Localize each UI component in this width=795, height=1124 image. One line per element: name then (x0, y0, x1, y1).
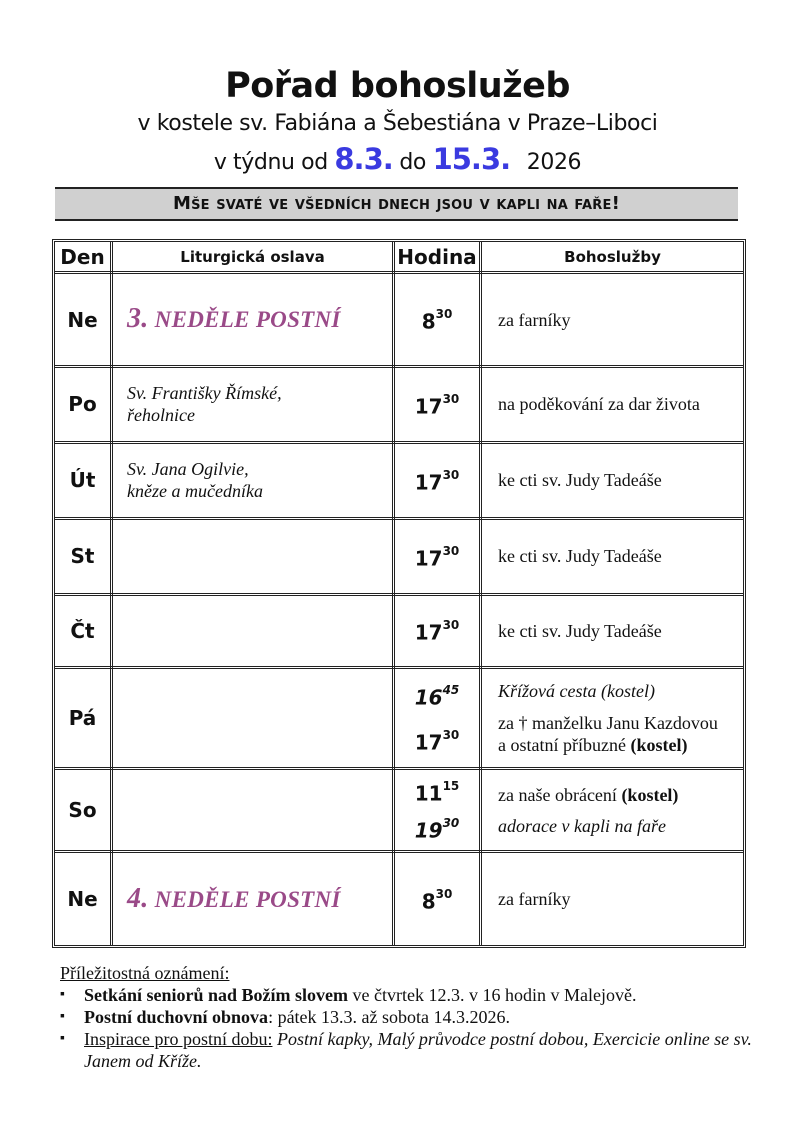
service-cell: za naše obrácení (kostel) adorace v kapli na faře (481, 769, 744, 852)
schedule-table (52, 239, 746, 948)
col-header-day: Den (55, 242, 112, 273)
time-cell: $16^{45}$ $17^{30}$ (394, 667, 481, 768)
service-cell: za farníky (481, 273, 744, 366)
day-cell: Ne (55, 273, 112, 366)
service-cell: ke cti sv. Judy Tadeáše (481, 594, 744, 667)
time-cell: $17^{30}$ (394, 442, 481, 518)
week-range (0, 142, 795, 176)
day-cell: Pá (55, 667, 112, 768)
service-cell: ke cti sv. Judy Tadeáše (481, 442, 744, 518)
week-prefix: v týdnu od (213, 150, 328, 175)
church-subtitle: v kostele sv. Fabiána a Šebestiána v Praze–Liboci (137, 111, 658, 136)
day-cell: Út (55, 442, 112, 518)
col-header-time: Hodina (394, 242, 481, 273)
feast-cell (112, 769, 394, 852)
time-cell: $17^{30}$ (394, 518, 481, 594)
service-cell: Křížová cesta (kostel) za † manželku Janu Kazdovou a ostatní příbuzné (kostel) (481, 667, 744, 768)
feast-cell (112, 667, 394, 768)
announcements (60, 962, 760, 1072)
time-cell: $8^{30}$ (394, 852, 481, 945)
list-item: ▪ Inspirace pro postní dobu: Postní kapky, Malý průvodce postní dobou, Exercicie online se sv. Janem od Kříže. (60, 1029, 752, 1071)
table-row (55, 594, 743, 667)
table-row (55, 852, 743, 945)
table-row (55, 442, 743, 518)
col-header-feast: Liturgická oslava (112, 242, 394, 273)
col-header-services: Bohoslužby (481, 242, 744, 273)
time-cell: $8^{30}$ (394, 273, 481, 366)
list-item: ▪ Postní duchovní obnova: pátek 13.3. až sobota 14.3.2026. (60, 1007, 511, 1027)
service-cell: na poděkování za dar života (481, 366, 744, 442)
feast-cell: Sv. Jana Ogilvie, kněze a mučedníka (112, 442, 394, 518)
feast-cell: Sv. Františky Římské, řeholnice (112, 366, 394, 442)
date-to: 15.3. (432, 142, 511, 176)
day-cell: St (55, 518, 112, 594)
time-cell: $17^{30}$ (394, 594, 481, 667)
day-cell: Ne (55, 852, 112, 945)
feast-cell: 4. NEDĚLE POSTNÍ (112, 852, 394, 945)
day-cell: Čt (55, 594, 112, 667)
table-row (55, 273, 743, 366)
table-row (55, 366, 743, 442)
bullet-icon: ▪ (60, 1031, 65, 1046)
feast-cell (112, 594, 394, 667)
bullet-icon: ▪ (60, 1009, 65, 1024)
day-cell: Po (55, 366, 112, 442)
time-cell: $17^{30}$ (394, 366, 481, 442)
day-cell: So (55, 769, 112, 852)
date-from: 8.3. (334, 142, 393, 176)
time-cell: $11^{15}$ $19^{30}$ (394, 769, 481, 852)
announcements-heading: Příležitostná oznámení: (60, 963, 230, 983)
feast-cell (112, 518, 394, 594)
service-cell: ke cti sv. Judy Tadeáše (481, 518, 744, 594)
week-mid: do (399, 150, 426, 175)
table-header-row (55, 242, 743, 273)
table-row (55, 667, 743, 768)
service-cell: za farníky (481, 852, 744, 945)
list-item: ▪ Setkání seniorů nad Božím slovem ve čtvrtek 12.3. v 16 hodin v Malejově. (60, 985, 637, 1005)
table-row (55, 518, 743, 594)
table-row (55, 769, 743, 852)
page-title: Pořad bohoslužeb (225, 66, 570, 106)
year: 2026 (526, 150, 582, 175)
chapel-notice-banner: Mše svaté ve všedních dnech jsou v kapli na faře! (55, 187, 738, 221)
feast-cell: 3. NEDĚLE POSTNÍ (112, 273, 394, 366)
bullet-icon: ▪ (60, 987, 65, 1002)
